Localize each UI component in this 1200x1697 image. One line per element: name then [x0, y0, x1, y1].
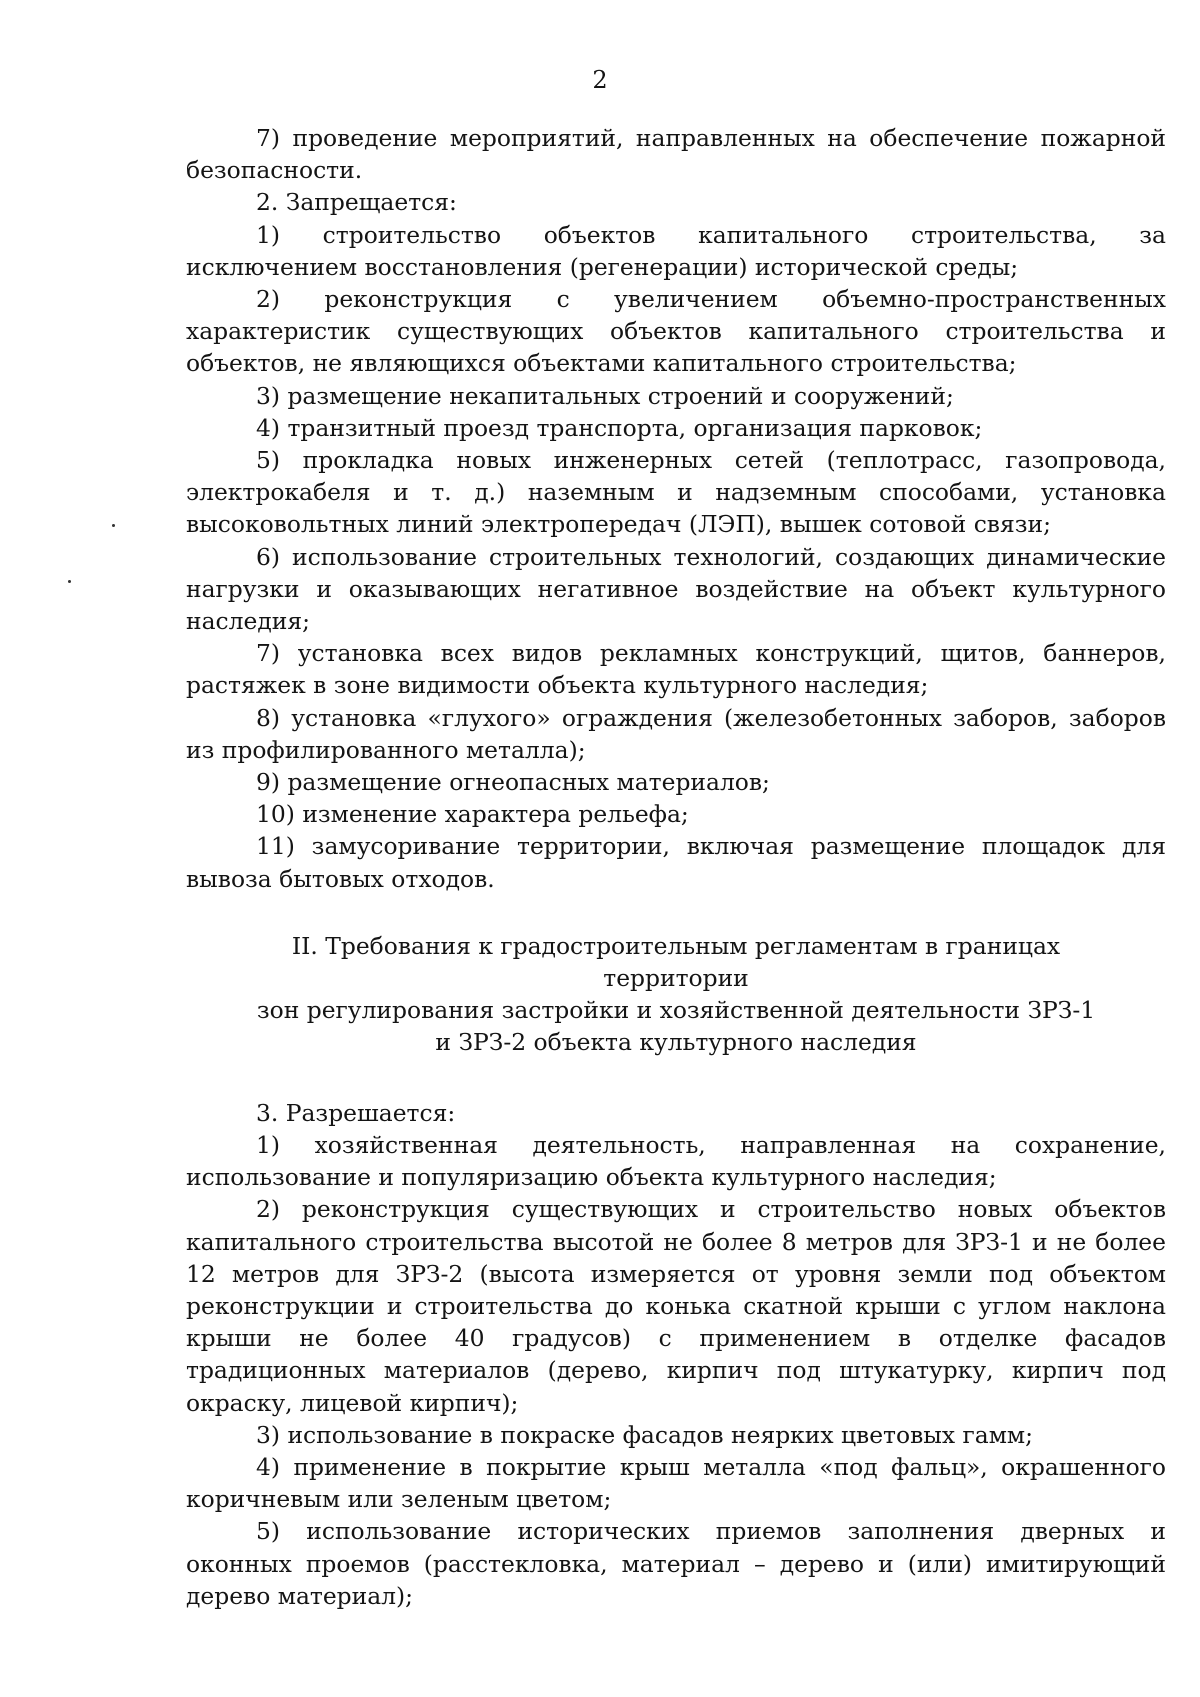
- list-item: 1) строительство объектов капитального строительства, за исключением восстановления (регенерации) исторической среды;: [186, 220, 1166, 281]
- list-item: 10) изменение характера рельефа;: [256, 800, 689, 829]
- list-item: 3) размещение некапитальных строений и сооружений;: [256, 381, 954, 410]
- list-item: 5) использование исторических приемов заполнения дверных и оконных проемов (расстекловка, материал – дерево и (или) имитирующий дерево материал);: [186, 1517, 1166, 1610]
- list-item: 1) хозяйственная деятельность, направленная на сохранение, использование и популяризацию объекта культурного наследия;: [186, 1130, 1166, 1192]
- section-label-prohibited: 2. Запрещается:: [256, 188, 457, 217]
- list-item: 2) реконструкция существующих и строительство новых объектов капитального строительства высотой не более 8 метров для ЗРЗ-1 и не более 12 метров для ЗРЗ-2 (высота измеряется от уровня земли под объектом реконструкции и строительства до конька скатной крыши с углом наклона крыши не более 40 градусов) с применением в отделке фасадов традиционных материалов (дерево, кирпич под штукатурку, кирпич под окраску, лицевой кирпич);: [186, 1195, 1166, 1417]
- list-item: 11) замусоривание территории, включая размещение площадок для вывоза бытовых отходов.: [186, 832, 1166, 893]
- scan-speck: [68, 580, 71, 583]
- section-heading: [186, 930, 1166, 1059]
- page-number: 2: [592, 66, 608, 94]
- list-item: 7) проведение мероприятий, направленных на обеспечение пожарной безопасности.: [186, 124, 1166, 185]
- section-heading-line: зон регулирования застройки и хозяйственной деятельности ЗРЗ-1: [256, 996, 1096, 1025]
- section-heading-line: и ЗРЗ-2 объекта культурного наследия: [435, 1028, 917, 1057]
- section-label-allowed: 3. Разрешается:: [256, 1098, 456, 1127]
- list-item: 8) установка «глухого» ограждения (железобетонных заборов, заборов из профилированного металла);: [186, 703, 1166, 764]
- list-item: 2) реконструкция с увеличением объемно-пространственных характеристик существующих объектов капитального строительства и объектов, не являющихся объектами капитального строительства;: [186, 285, 1166, 378]
- scan-speck: [112, 524, 115, 527]
- list-item: 7) установка всех видов рекламных конструкций, щитов, баннеров, растяжек в зоне видимости объекта культурного наследия;: [186, 639, 1166, 700]
- list-item: 6) использование строительных технологий, создающих динамические нагрузки и оказывающих негативное воздействие на объект культурного наследия;: [186, 542, 1166, 636]
- list-item: 9) размещение огнеопасных материалов;: [256, 768, 770, 797]
- list-item: 5) прокладка новых инженерных сетей (теплотрасс, газопровода, электрокабеля и т. д.) наземным и надземным способами, установка высоковольтных линий электропередач (ЛЭП), вышек сотовой связи;: [186, 446, 1166, 539]
- list-item: 4) применение в покрытие крыш металла «под фальц», окрашенного коричневым или зеленым цветом;: [186, 1452, 1166, 1514]
- section-heading-line: II. Требования к градостроительным регламентам в границах территории: [291, 931, 1061, 993]
- document-body: [186, 122, 1166, 1612]
- list-item: 3) использование в покраске фасадов неярких цветовых гамм;: [256, 1420, 1033, 1449]
- list-item: 4) транзитный проезд транспорта, организация парковок;: [256, 413, 983, 442]
